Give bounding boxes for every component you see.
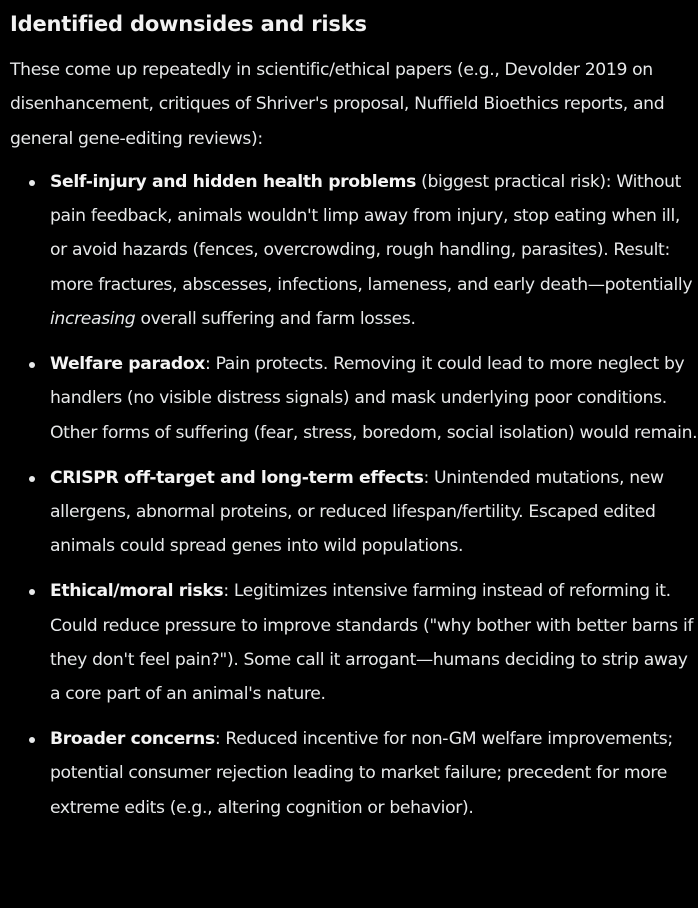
bullet-icon (29, 737, 35, 743)
risk-term: Welfare paradox (50, 354, 206, 375)
section-heading: Identified downsides and risks (10, 12, 367, 36)
intro-paragraph: These come up repeatedly in scientific/ethical papers (e.g., Devolder 2019 on disenhancement, critiques of Shriver's proposal, Nuffield Bioethics reports, and general gene-editing reviews): (10, 60, 665, 149)
bullet-icon (29, 589, 35, 595)
risk-text: : Legitimizes intensive farming instead of reforming it. Could reduce pressure to improve standards ("why bother with better barns if they don't feel pain?"). Some call it arrogant—humans deciding to strip away a core part of an animal's nature. (50, 581, 694, 705)
bullet-icon (29, 476, 35, 482)
risk-term: Broader concerns (50, 729, 215, 750)
risk-item-crispr (10, 461, 698, 564)
risk-list (10, 165, 698, 825)
risk-text: : Unintended mutations, new allergens, abnormal proteins, or reduced lifespan/fertility. Escaped edited animals could spread genes into wild populations. (50, 467, 664, 557)
risk-item-broader (10, 722, 698, 825)
risk-term: Ethical/moral risks (50, 581, 224, 602)
risk-item-welfare-paradox (10, 347, 698, 450)
risk-text: : Pain protects. Removing it could lead to more neglect by handlers (no visible distress signals) and mask underlying poor conditions. Other forms of suffering (fear, stress, boredom, social isolation) would remain. (50, 354, 698, 443)
risk-item-ethical (10, 574, 698, 711)
risk-item-self-injury (10, 165, 698, 336)
risk-text: (biggest practical risk): Without pain feedback, animals wouldn't limp away from injury, stop eating when ill, or avoid hazards (fences, overcrowding, rough handling, parasites). Result: more fractures, abscesses, infections, lameness, and early death—potentially (50, 171, 693, 295)
risk-emphasis: increasing (50, 309, 136, 330)
risk-term: CRISPR off-target and long-term effects (50, 467, 424, 488)
bullet-icon (29, 180, 35, 186)
risk-text: : Reduced incentive for non-GM welfare improvements; potential consumer rejection leading to market failure; precedent for more extreme edits (e.g., altering cognition or behavior). (50, 729, 673, 818)
bullet-icon (29, 362, 35, 368)
risk-text: overall suffering and farm losses. (135, 309, 416, 330)
risk-term: Self-injury and hidden health problems (50, 171, 416, 192)
